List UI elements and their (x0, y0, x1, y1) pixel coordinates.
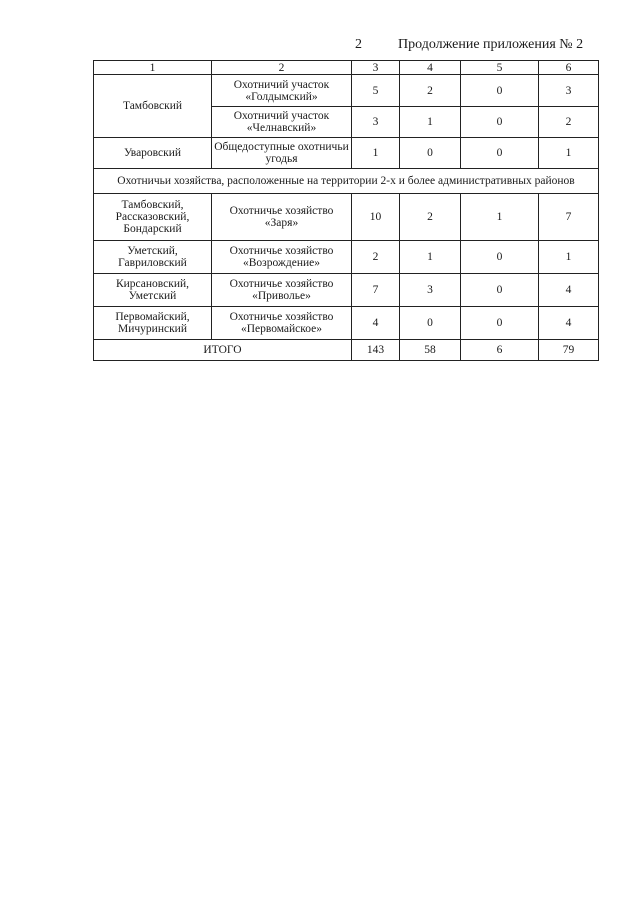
value-cell: 1 (352, 138, 400, 169)
value-cell: 2 (352, 241, 400, 274)
district-cell: Первомайский, Мичуринский (94, 307, 212, 340)
appendix-continuation-title: Продолжение приложения № 2 (398, 37, 584, 52)
column-number: 4 (400, 61, 461, 75)
district-cell: Тамбовский, Рассказовский, Бондарский (94, 194, 212, 241)
value-cell: 4 (539, 307, 599, 340)
column-number: 6 (539, 61, 599, 75)
value-cell: 2 (539, 107, 599, 138)
value-cell: 7 (352, 274, 400, 307)
column-number-row (94, 61, 599, 75)
value-cell: 1 (400, 107, 461, 138)
table-row (94, 75, 599, 107)
value-cell: 4 (352, 307, 400, 340)
district-cell: Уваровский (94, 138, 212, 169)
total-value: 143 (352, 340, 400, 361)
value-cell: 3 (400, 274, 461, 307)
value-cell: 3 (352, 107, 400, 138)
value-cell: 0 (461, 75, 539, 107)
value-cell: 0 (400, 307, 461, 340)
value-cell: 10 (352, 194, 400, 241)
district-cell: Кирсановский, Уметский (94, 274, 212, 307)
value-cell: 0 (461, 307, 539, 340)
table-row (94, 194, 599, 241)
value-cell: 4 (539, 274, 599, 307)
section-heading-row (94, 169, 599, 194)
value-cell: 0 (400, 138, 461, 169)
value-cell: 2 (400, 194, 461, 241)
holding-cell: Охотничий участок «Челнавский» (212, 107, 352, 138)
hunting-grounds-table (93, 60, 599, 361)
table-row (94, 307, 599, 340)
column-number: 2 (212, 61, 352, 75)
value-cell: 0 (461, 107, 539, 138)
value-cell: 3 (539, 75, 599, 107)
value-cell: 1 (539, 138, 599, 169)
value-cell: 5 (352, 75, 400, 107)
table-row (94, 241, 599, 274)
value-cell: 0 (461, 274, 539, 307)
holding-cell: Охотничий участок «Голдымский» (212, 75, 352, 107)
district-cell: Тамбовский (94, 75, 212, 138)
total-value: 6 (461, 340, 539, 361)
total-label: ИТОГО (94, 340, 352, 361)
district-cell: Уметский, Гавриловский (94, 241, 212, 274)
table-row (94, 138, 599, 169)
total-value: 79 (539, 340, 599, 361)
value-cell: 2 (400, 75, 461, 107)
table-row (94, 274, 599, 307)
holding-cell: Охотничье хозяйство «Заря» (212, 194, 352, 241)
holding-cell: Охотничье хозяйство «Первомайское» (212, 307, 352, 340)
section-heading: Охотничьи хозяйства, расположенные на территории 2-х и более административных районов (94, 169, 599, 194)
value-cell: 1 (539, 241, 599, 274)
holding-cell: Охотничье хозяйство «Приволье» (212, 274, 352, 307)
value-cell: 0 (461, 241, 539, 274)
total-value: 58 (400, 340, 461, 361)
value-cell: 0 (461, 138, 539, 169)
value-cell: 7 (539, 194, 599, 241)
column-number: 3 (352, 61, 400, 75)
column-number: 5 (461, 61, 539, 75)
total-row (94, 340, 599, 361)
page-number: 2 (355, 37, 362, 52)
holding-cell: Общедоступные охотничьи угодья (212, 138, 352, 169)
column-number: 1 (94, 61, 212, 75)
value-cell: 1 (400, 241, 461, 274)
value-cell: 1 (461, 194, 539, 241)
holding-cell: Охотничье хозяйство «Возрождение» (212, 241, 352, 274)
